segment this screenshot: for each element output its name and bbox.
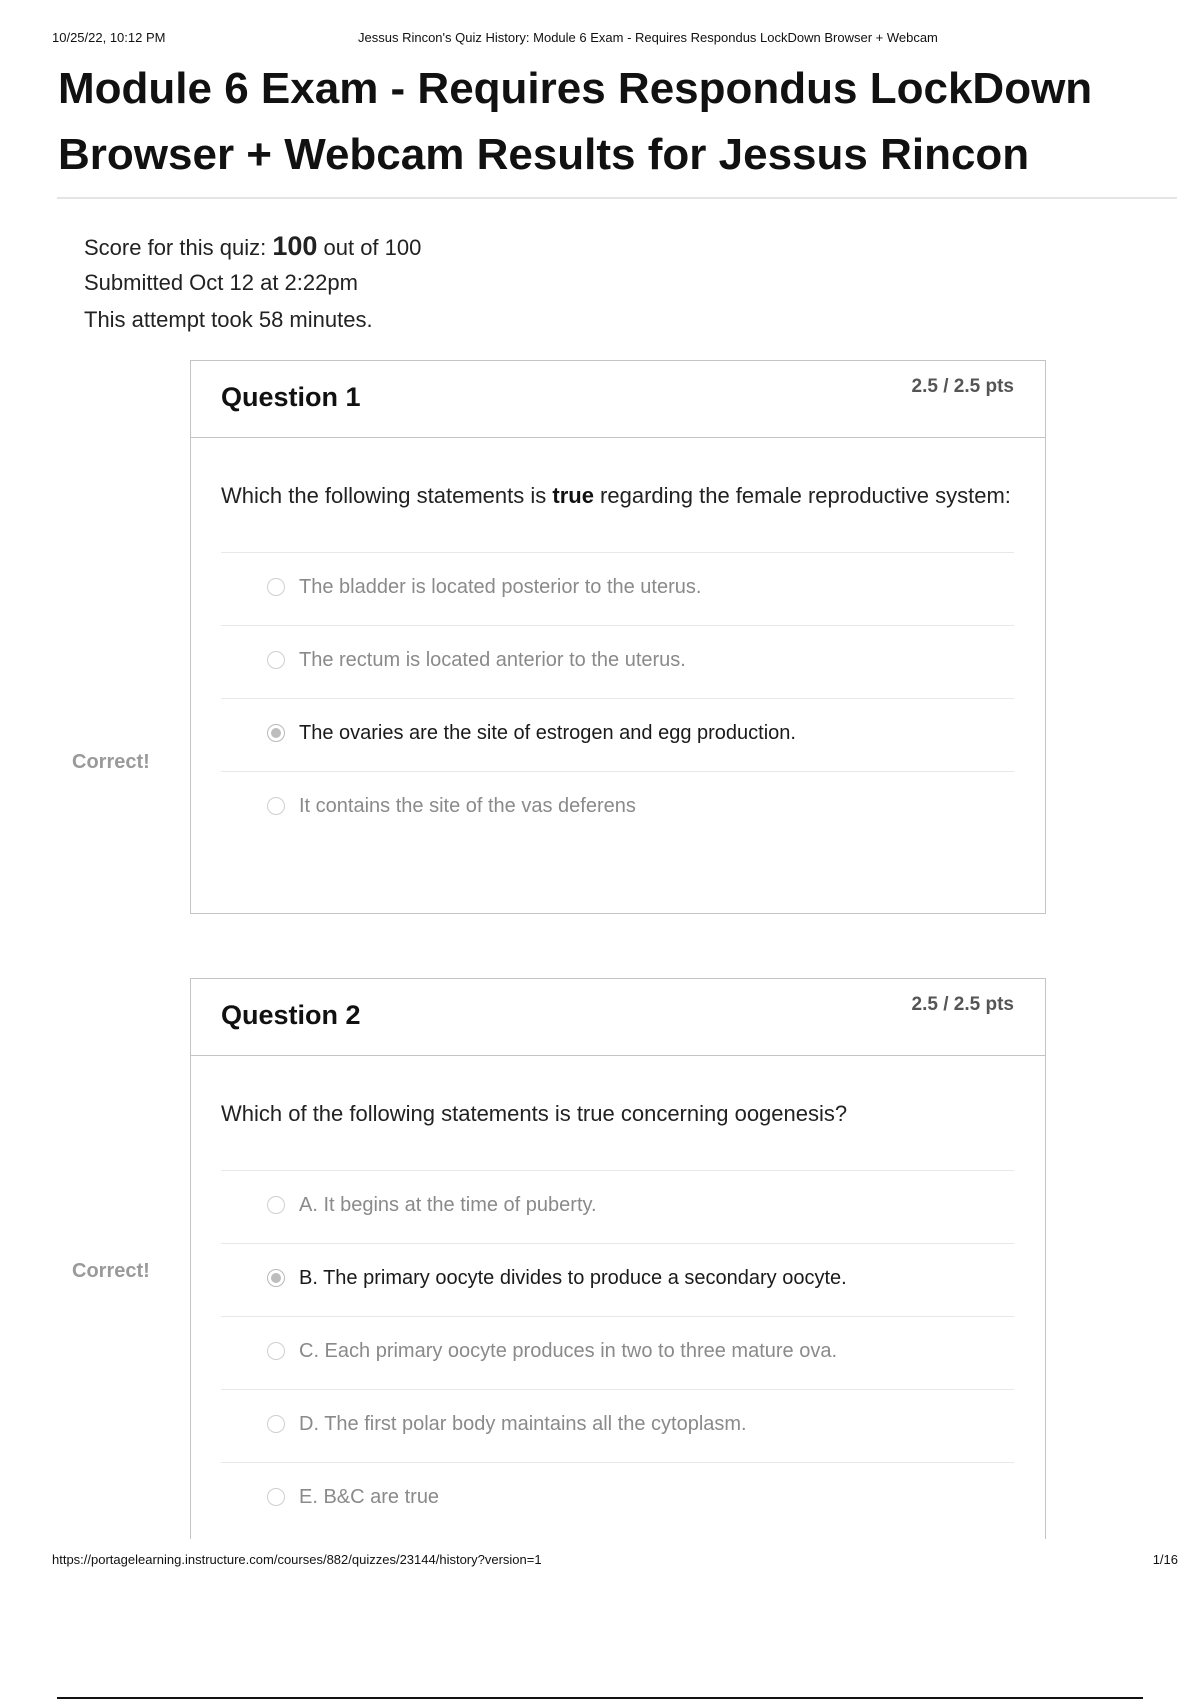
correct-flag: Correct!	[72, 1260, 150, 1282]
answer-option[interactable]	[221, 1317, 1014, 1390]
radio-icon[interactable]	[267, 797, 285, 815]
answer-label: A. It begins at the time of puberty.	[299, 1194, 597, 1216]
answer-list	[221, 552, 1014, 844]
question-title: Question 2	[221, 1000, 361, 1030]
question-header	[191, 979, 1045, 1056]
page-url: https://portagelearning.instructure.com/courses/882/quizzes/23144/history?version=1	[52, 1552, 542, 1567]
question-title: Question 1	[221, 382, 361, 412]
print-datetime: 10/25/22, 10:12 PM	[52, 30, 166, 45]
quiz-summary	[84, 228, 421, 339]
question-points: 2.5 / 2.5 pts	[911, 994, 1014, 1015]
submitted-line: Submitted Oct 12 at 2:22pm	[84, 270, 358, 295]
answer-option[interactable]	[221, 1463, 1014, 1535]
score-total: out of 100	[323, 235, 422, 260]
emphasis-text: true	[552, 483, 594, 508]
answer-label: The ovaries are the site of estrogen and egg production.	[299, 722, 796, 744]
print-document-title: Jessus Rincon's Quiz History: Module 6 Exam - Requires Respondus LockDown Browser + Webcam	[358, 30, 938, 45]
answer-label: It contains the site of the vas deferens	[299, 795, 636, 817]
page-number: 1/16	[1152, 1552, 1178, 1567]
radio-icon[interactable]	[267, 1415, 285, 1433]
answer-option[interactable]	[221, 626, 1014, 699]
radio-selected-icon[interactable]	[267, 724, 285, 742]
print-footer	[52, 1552, 1180, 1572]
radio-icon[interactable]	[267, 1196, 285, 1214]
answer-label: The bladder is located posterior to the uterus.	[299, 576, 702, 598]
print-header	[52, 30, 1090, 50]
radio-icon[interactable]	[267, 1488, 285, 1506]
answer-list	[221, 1170, 1014, 1535]
answer-label: E. B&C are true	[299, 1486, 440, 1508]
answer-option[interactable]	[221, 1171, 1014, 1244]
answer-option[interactable]	[221, 772, 1014, 844]
question-card	[190, 978, 1046, 1539]
answer-option-selected[interactable]	[221, 1244, 1014, 1317]
correct-flag: Correct!	[72, 751, 150, 773]
question-text: Which of the following statements is true concerning oogenesis?	[221, 1101, 848, 1126]
answer-label: C. Each primary oocyte produces in two to three mature ova.	[299, 1340, 838, 1362]
duration-line: This attempt took 58 minutes.	[84, 307, 373, 332]
question-card	[190, 360, 1046, 914]
title-divider	[57, 197, 1177, 199]
question-header	[191, 361, 1045, 438]
page-title: Module 6 Exam - Requires Respondus LockDown Browser + Webcam Results for Jessus Rincon	[58, 64, 1093, 179]
bottom-divider	[57, 1697, 1143, 1699]
score-value: 100	[272, 231, 318, 261]
answer-label: D. The first polar body maintains all the cytoplasm.	[299, 1413, 747, 1435]
answer-option-selected[interactable]	[221, 699, 1014, 772]
score-line	[84, 228, 421, 265]
score-label: Score for this quiz:	[84, 235, 267, 260]
radio-icon[interactable]	[267, 578, 285, 596]
question-points: 2.5 / 2.5 pts	[911, 376, 1014, 397]
question-text: Which the following statements is true regarding the female reproductive system:	[221, 483, 1011, 508]
radio-icon[interactable]	[267, 1342, 285, 1360]
answer-option[interactable]	[221, 1390, 1014, 1463]
radio-selected-icon[interactable]	[267, 1269, 285, 1287]
answer-label: B. The primary oocyte divides to produce a secondary oocyte.	[299, 1267, 847, 1289]
answer-label: The rectum is located anterior to the uterus.	[299, 649, 686, 671]
radio-icon[interactable]	[267, 651, 285, 669]
answer-option[interactable]	[221, 553, 1014, 626]
